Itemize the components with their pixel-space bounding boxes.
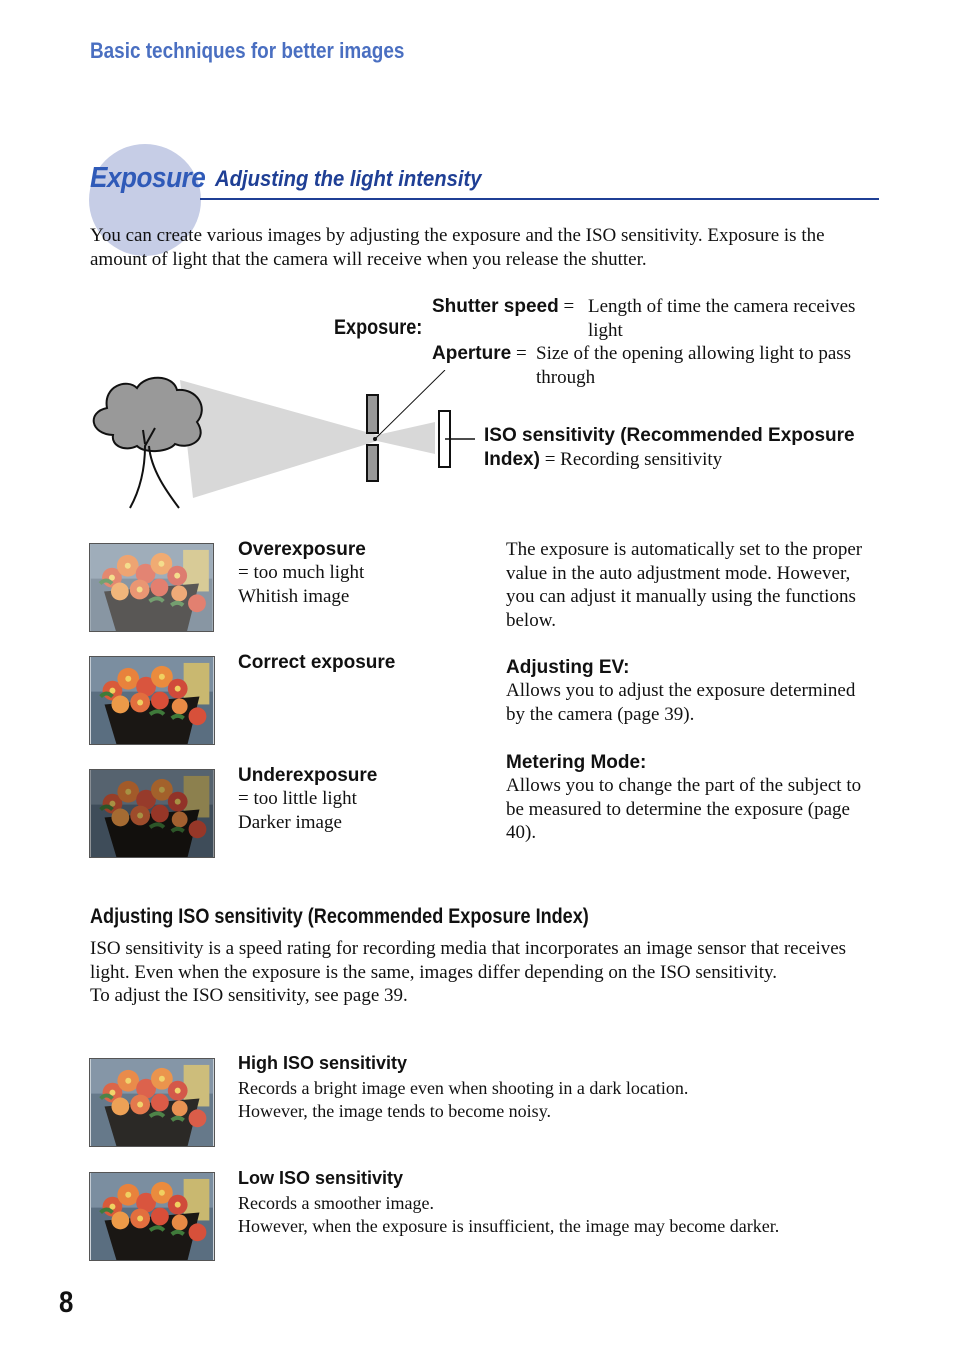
iso-paragraph <box>90 937 870 1008</box>
overexposure-line2: Whitish image <box>238 585 350 607</box>
overexposure-title: Overexposure <box>238 539 366 560</box>
auto-adjust-paragraph: The exposure is automatically set to the proper value in the auto adjustment mode. However, you can adjust it manually using the functions below. <box>506 539 863 631</box>
underexposure-line2: Darker image <box>238 811 342 833</box>
high-iso-line2: However, the image tends to become noisy. <box>238 1101 552 1121</box>
correct-exposure-caption <box>238 651 488 674</box>
aperture-desc: Size of the opening allowing light to pass through <box>536 343 852 388</box>
section-subtitle: Adjusting the light intensity <box>215 166 482 191</box>
low-iso-line2: However, when the exposure is insufficient, the image may become darker. <box>238 1216 780 1236</box>
intro-paragraph: You can create various images by adjusting the exposure and the ISO sensitivity. Exposure is the amount of light that the camera will receive when you release the shutter. <box>90 225 825 270</box>
aperture-eq: = <box>511 343 532 364</box>
overexposure-caption <box>238 538 488 608</box>
page-number: 8 <box>59 1286 74 1319</box>
iso-paragraph-2: To adjust the ISO sensitivity, see page 39. <box>90 985 408 1006</box>
underexposure-title: Underexposure <box>238 765 378 786</box>
adjusting-ev-desc: Allows you to adjust the exposure determined by the camera (page 39). <box>506 680 856 725</box>
exposure-diagram <box>85 370 475 515</box>
section-title: Exposure <box>90 162 206 194</box>
shutter-speed-term: Shutter speed <box>432 296 559 317</box>
low-iso-photo <box>89 1172 215 1261</box>
aperture-term: Aperture <box>432 343 512 364</box>
adjusting-ev-block <box>506 656 871 726</box>
high-iso-title: High ISO sensitivity <box>238 1053 408 1073</box>
adjusting-ev-title: Adjusting EV: <box>506 657 630 678</box>
low-iso-title: Low ISO sensitivity <box>238 1168 404 1188</box>
metering-mode-block <box>506 751 871 845</box>
low-iso-caption <box>238 1167 878 1238</box>
correct-exposure-photo <box>89 656 215 745</box>
tree-icon <box>94 378 202 508</box>
underexposure-photo <box>89 769 215 858</box>
high-iso-photo <box>89 1058 215 1147</box>
iso-paragraph-1: ISO sensitivity is a speed rating for recording media that incorporates an image sensor that receives light. Even when the exposure is the same, images differ depending on the ISO sensitivity. <box>90 938 847 983</box>
exposure-label: Exposure: <box>334 316 423 339</box>
iso-term: ISO sensitivity (Recommended Exposure Index) <box>484 425 855 470</box>
light-beam <box>180 380 377 498</box>
heading-rule <box>200 198 879 200</box>
correct-exposure-title: Correct exposure <box>238 652 396 673</box>
overexposure-line1: = too much light <box>238 562 365 583</box>
metering-mode-title: Metering Mode: <box>506 752 647 773</box>
high-iso-line1: Records a bright image even when shooting in a dark location. <box>238 1078 689 1098</box>
low-iso-line1: Records a smoother image. <box>238 1193 434 1213</box>
shutter-speed-definition <box>432 295 882 342</box>
overexposure-photo <box>89 543 214 632</box>
light-beam-after <box>377 422 435 454</box>
shutter-speed-eq: = <box>558 296 579 317</box>
underexposure-line1: = too little light <box>238 788 357 809</box>
metering-mode-desc: Allows you to change the part of the subject to be measured to determine the exposure (page 40). <box>506 775 862 843</box>
aperture-definition <box>432 342 882 389</box>
shutter-speed-desc: Length of time the camera receives light <box>588 296 856 341</box>
section-header: Basic techniques for better images <box>90 38 405 63</box>
iso-desc: = Recording sensitivity <box>539 448 723 470</box>
underexposure-caption <box>238 764 488 834</box>
iso-section-heading: Adjusting ISO sensitivity (Recommended Exposure Index) <box>90 905 589 928</box>
high-iso-caption <box>238 1052 878 1123</box>
iso-definition <box>484 424 884 471</box>
